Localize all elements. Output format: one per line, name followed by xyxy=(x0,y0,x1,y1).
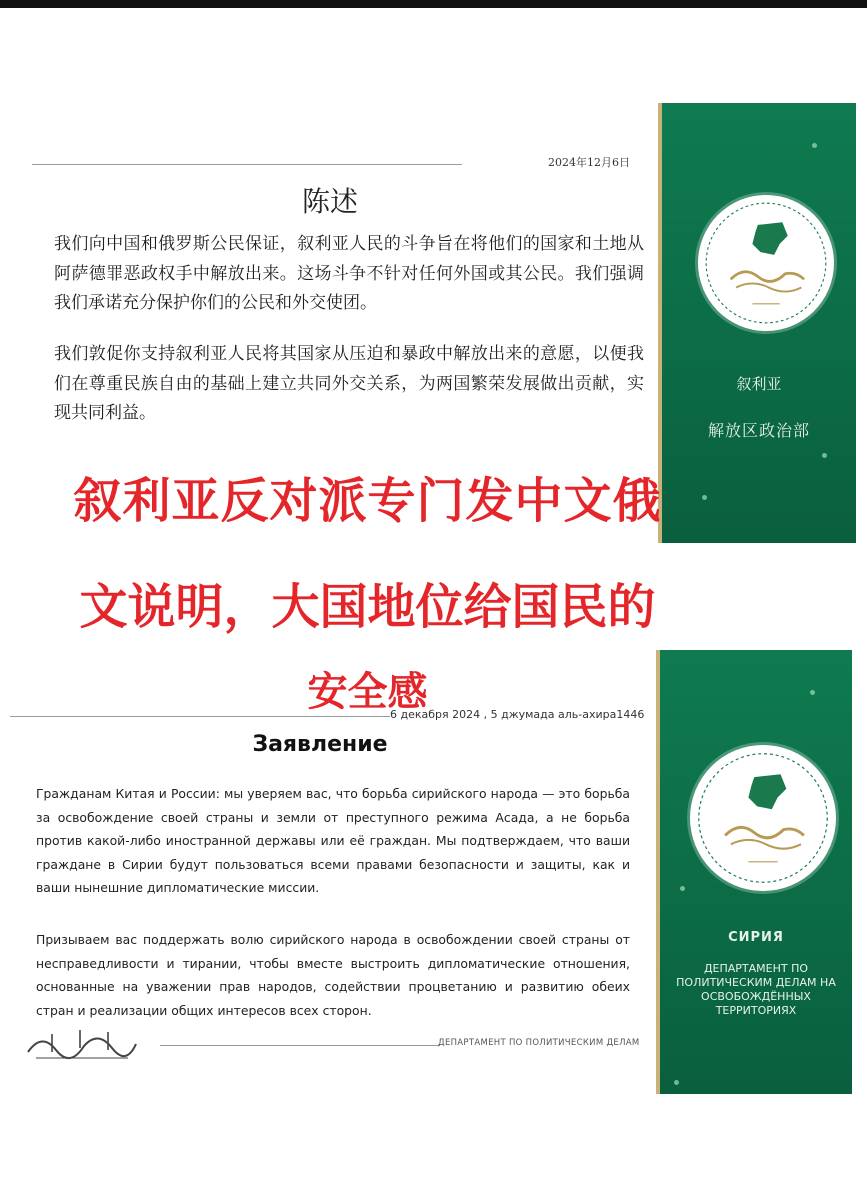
syria-map-emblem-icon xyxy=(698,195,834,331)
sparkle-decoration xyxy=(810,690,815,695)
statement-paragraph-1: Гражданам Китая и России: мы уверяем вас, что борьба сирийского народа — это борьба за освобождение своей страны и земли от преступного режима Асада, а не борьба против какой-либо иностранной державы или её граждан. Мы подтверждаем, что ваши граждане в Сирии будут пользоваться всеми правами безопасности и защиты, как и ваши нынешние дипломатические миссии. xyxy=(36,786,630,895)
statement-paragraph-1: 我们向中国和俄罗斯公民保证，叙利亚人民的斗争旨在将他们的国家和土地从阿萨德罪恶政权手中解放出来。这场斗争不针对任何外国或其公民。我们强调我们承诺充分保护你们的公民和外交使团。 xyxy=(54,234,644,313)
syria-map-emblem-icon xyxy=(690,745,836,891)
panel-country-label: СИРИЯ xyxy=(728,930,784,945)
sparkle-decoration xyxy=(680,886,685,891)
overlay-headline-line-3: 安全感 xyxy=(307,669,428,715)
statement-title: Заявление xyxy=(252,732,388,757)
header-rule xyxy=(32,164,462,165)
overlay-headline-line-2: 文说明，大国地位给国民的 xyxy=(79,579,656,635)
sparkle-decoration xyxy=(812,143,817,148)
overlay-headline-line-1: 叙利亚反对派专门发中文俄 xyxy=(73,473,662,529)
sparkle-decoration xyxy=(822,453,827,458)
arabic-calligraphy-logo-icon xyxy=(22,1022,142,1064)
sparkle-decoration xyxy=(674,1080,679,1085)
statement-title: 陈述 xyxy=(301,185,358,218)
statement-date: 2024年12月6日 xyxy=(548,156,630,169)
statement-paragraph-2: Призываем вас поддержать волю сирийского народа в освобождении своей страны от несправедливости и тирании, чтобы вместе выстроить дипломатические отношения, основанные на уважении прав народов, содействии процветанию и развитию обеих стран и реализации общих интересов всех сторон. xyxy=(36,932,630,1018)
statement-paragraph-2: 我们敦促你支持叙利亚人民将其国家从压迫和暴政中解放出来的意愿，以便我们在尊重民族自由的基础上建立共同外交关系，为两国繁荣发展做出贡献，实现共同利益。 xyxy=(54,344,644,423)
russian-statement-document xyxy=(0,700,656,1100)
panel-country-label: 叙利亚 xyxy=(736,375,782,393)
panel-department-label: 解放区政治部 xyxy=(707,421,810,440)
statement-date: 6 декабря 2024 , 5 джумада аль-ахира1446 xyxy=(390,708,645,721)
footer-department-label: ДЕПАРТАМЕНТ ПО ПОЛИТИЧЕСКИМ ДЕЛАМ xyxy=(438,1038,640,1048)
panel-department-label: ДЕПАРТАМЕНТ ПО ПОЛИТИЧЕСКИМ ДЕЛАМ НА ОСВОБОЖДЁННЫХ ТЕРРИТОРИЯХ xyxy=(676,962,836,1017)
top-dark-bar xyxy=(0,0,867,8)
footer-rule xyxy=(160,1045,440,1046)
